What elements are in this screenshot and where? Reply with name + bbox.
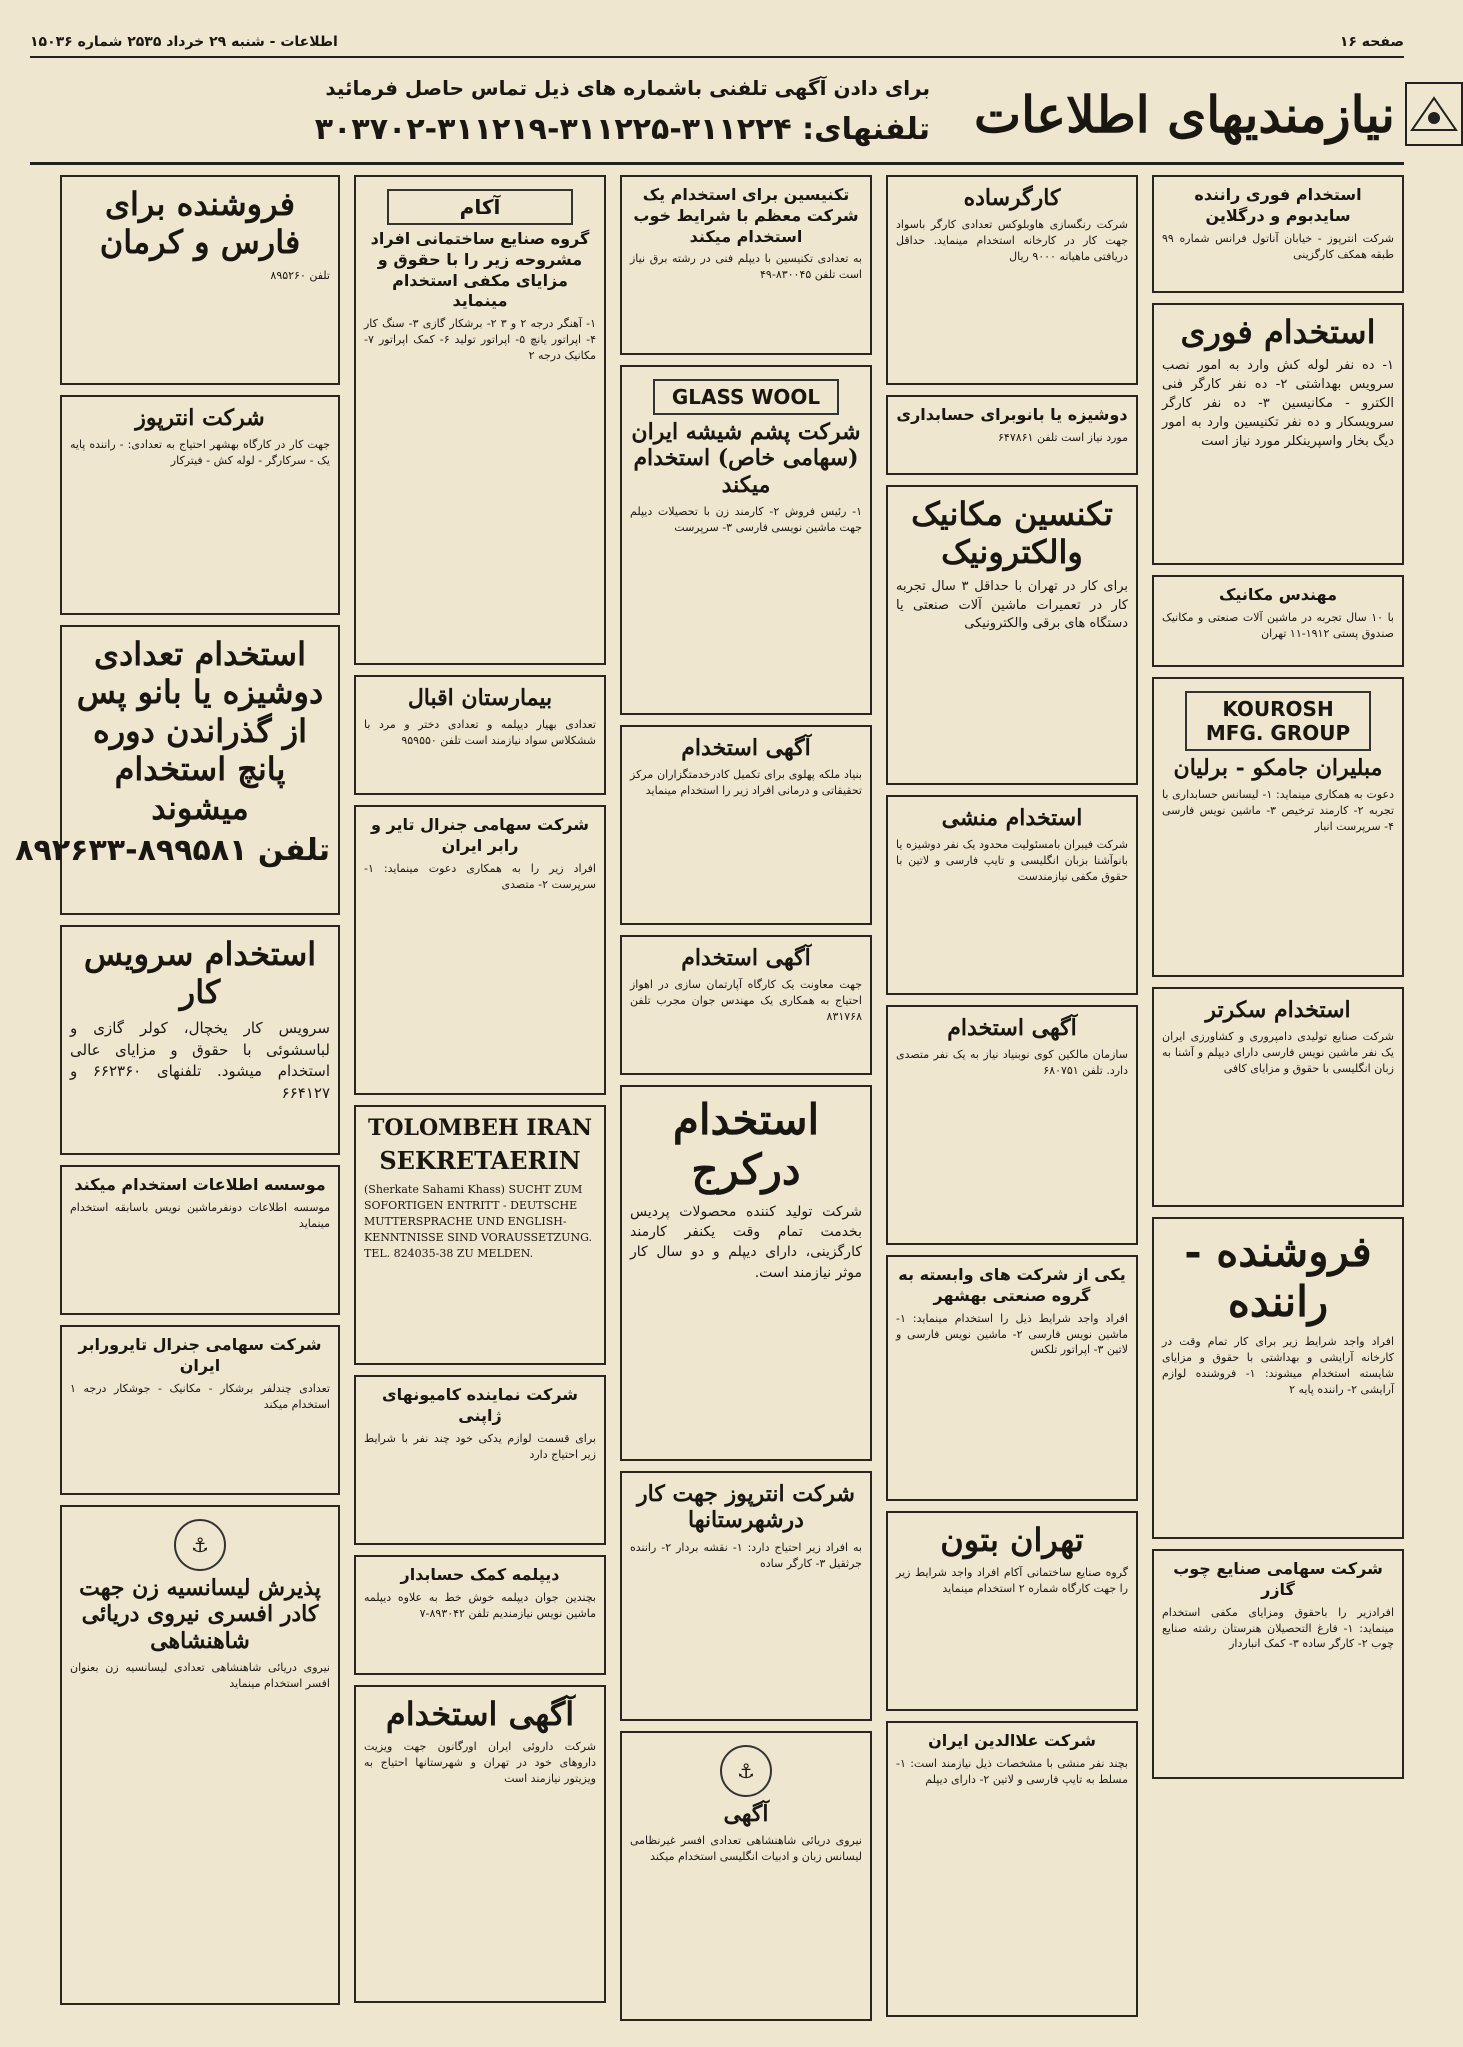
ad-body: ۱- آهنگر درجه ۲ و ۳ ۲- برشکار گازی ۳- سنگ کار ۴- اپراتور یانچ ۵- اپراتور تولید ۶- کمک اپراتور ۷- مکانیک درجه ۲	[364, 317, 596, 363]
ad-body: سازمان مالکین کوی نوبنیاد نیاز به یک نفر متصدی دارد. تلفن ۶۸۰۷۵۱	[896, 1048, 1128, 1078]
ad-body: افراد زیر را به همکاری دعوت مینماید: ۱- سرپرست ۲- متصدی	[364, 861, 596, 891]
classified-ad	[354, 1555, 606, 1675]
ad-title: آگهی استخدام	[681, 945, 811, 971]
ad-body: ۱- رئیس فروش ۲- کارمند زن با تحصیلات دیپلم جهت ماشین نویسی فارسی ۳- سرپرست	[630, 505, 862, 535]
classified-ad	[886, 1721, 1138, 2017]
brand	[974, 70, 1404, 158]
ad-body: شرکت صنایع تولیدی دامپروری و کشاورزی ایران یک نفر ماشین نویس فارسی دارای دیپلم و آشنا به زبان انگلیسی با حقوق و مزایای کافی	[1162, 1030, 1394, 1076]
classified-ad	[620, 1085, 872, 1461]
classified-ad	[620, 725, 872, 925]
ad-body: دعوت به همکاری مینماید: ۱- لیسانس حسابداری با تجربه ۲- کارمند ترخیص ۳- ماشین نویس فارسی ۴- سرپرست انبار	[1162, 788, 1395, 834]
ad-body: برای کار در تهران با حداقل ۳ سال تجربه کار در تعمیرات ماشین آلات صنعتی یا دستگاه های برقی والکترونیکی	[896, 578, 1128, 632]
classified-ad	[886, 1005, 1138, 1245]
classified-ad	[1152, 1549, 1404, 1779]
classified-ad	[620, 175, 872, 355]
column-4	[354, 175, 606, 2027]
ad-body: افرادزیر را باحقوق ومزایای مکفی استخدام مینماید: ۱- فارغ التحصیلان هنرستان رشته صنایع چوب ۲- کارگر ساده ۳- کمک انباردار	[1162, 1605, 1395, 1651]
classifieds-header	[30, 70, 1404, 165]
classified-ad	[886, 1255, 1138, 1501]
ad-body: به تعدادی تکنیسین با دیپلم فنی در رشته برق نیاز است تلفن ۸۳۰۰۴۵-۴۹	[630, 252, 862, 282]
ad-title: استخدام سرویس کار	[83, 935, 317, 1012]
ad-body: بنیاد ملکه پهلوی برای تکمیل کادرخدمتگزاران مرکز تحقیقاتی و درمانی افراد زیر را استخدام مینماید	[630, 768, 862, 798]
ad-body: شرکت انترپوز - خیابان آناتول فرانس شماره ۹۹ طبقه همکف کارگزینی	[1162, 231, 1394, 261]
ad-title: آگهی استخدام	[385, 1695, 575, 1733]
classified-ad	[60, 1165, 340, 1315]
ad-body: نیروی دریائی شاهنشاهی تعدادی لیسانسیه زن بعنوان افسر استخدام مینماید	[70, 1661, 330, 1691]
ad-title: تکنسین مکانیک والکترونیک	[911, 495, 1113, 572]
page-topbar	[30, 28, 1404, 58]
classified-ad	[886, 795, 1138, 995]
ad-title: گروه صنایع ساختمانی افراد مشروحه زیر را با حقوق و مزایای مکفی استخدام مینماید	[370, 229, 590, 311]
column-1	[1152, 175, 1404, 2027]
classified-ad	[60, 395, 340, 615]
ad-title: استخدام تعدادی دوشیزه یا بانو پس از گذراندن دوره پانچ استخدام میشوند	[76, 635, 324, 827]
classified-ad	[60, 925, 340, 1155]
ad-title: شرکت سهامی جنرال تایر و رابر ایران	[371, 815, 589, 855]
ad-body: سرویس کار یخچال، کولر گازی و لباسشوئی با حقوق و مزایای عالی استخدام میشود. تلفنهای ۶۶۲۳۶۰ و ۶۶۴۱۲۷	[70, 1018, 330, 1103]
classified-ad	[620, 1731, 872, 2021]
ad-body: گروه صنایع ساختمانی آکام افراد واجد شرایط زیر را جهت کارگاه شماره ۲ استخدام مینماید	[896, 1566, 1128, 1596]
ad-body: افراد واجد شرایط زیر برای کار تمام وقت در کارخانه آرایشی و بهداشتی با حقوق و مزایای شایسته استخدام میشوند: ۱- فروشنده لوازم آرایشی ۲- راننده پایه ۲	[1162, 1334, 1394, 1396]
classified-ad	[1152, 677, 1404, 977]
classified-ad	[886, 395, 1138, 475]
classified-ad	[1152, 175, 1404, 293]
ad-title: شرکت انترپوز جهت کار درشهرستانها	[637, 1481, 855, 1534]
brand-logo-icon	[1405, 82, 1463, 146]
column-3	[620, 175, 872, 2027]
classified-ad	[354, 805, 606, 1095]
ad-title: کارگرساده	[963, 185, 1061, 211]
column-5	[15, 175, 340, 2027]
ad-body: مورد نیاز است تلفن ۶۴۷۸۶۱	[998, 430, 1128, 444]
issue-info: اطلاعات - شنبه ۲۹ خرداد ۲۵۳۵ شماره ۱۵۰۳۶	[30, 34, 338, 50]
ad-title: TOLOMBEH IRAN	[367, 1115, 593, 1141]
classified-ad	[354, 1685, 606, 2003]
ad-title: موسسه اطلاعات استخدام میکند	[74, 1175, 326, 1194]
classified-ad	[60, 1325, 340, 1495]
ad-body: شرکت داروئی ایران اورگانون جهت ویزیت داروهای خود در تهران و شهرستانها احتیاج به ویزیتور نیازمند است	[364, 1740, 596, 1786]
ad-title: آگهی استخدام	[947, 1015, 1077, 1041]
classified-ad	[15, 625, 340, 915]
ad-title: مهندس مکانیک	[1218, 585, 1338, 604]
contact-phones: تلفنهای: ۳۱۱۲۲۴-۳۱۱۲۲۵-۳۱۱۲۱۹-۳۰۳۷۰۲	[314, 112, 930, 147]
ad-body: برای قسمت لوازم یدکی خود چند نفر با شرایط زیر احتیاج دارد	[364, 1431, 596, 1461]
classified-ad	[354, 1375, 606, 1545]
brand-title: نیازمندیهای اطلاعات	[974, 84, 1395, 144]
contact-block	[30, 70, 930, 158]
ad-body: شرکت فیبران بامسئولیت محدود یک نفر دوشیزه یا بانوآشنا بزبان انگلیسی و تایپ فارسی و لاتین با حقوق مکفی نیازمندست	[896, 838, 1128, 884]
ad-body: شرکت رنگسازی هاوبلوکس تعدادی کارگر باسواد جهت کار در کارخانه استخدام مینماید. حداقل دریافتی ماهیانه ۹۰۰۰ ریال	[896, 218, 1128, 264]
ad-title: شرکت سهامی صنایع چوب گازر	[1173, 1559, 1383, 1599]
ad-title: پذیرش لیسانسیه زن جهت کادر افسری نیروی دریائی شاهنشاهی	[79, 1575, 321, 1654]
ad-title: شرکت پشم شیشه ایران (سهامی خاص) استخدام میکند	[631, 419, 861, 498]
ad-title: استخدام سکرتر	[1205, 997, 1351, 1023]
ad-subtitle: SEKRETAERIN	[379, 1146, 581, 1176]
classified-ad	[354, 675, 606, 795]
ad-title: شرکت انترپوز	[135, 405, 265, 431]
ad-body: تعدادی بهیار دیپلمه و تعدادی دختر و مرد با ششکلاس سواد نیازمند است تلفن ۹۵۹۵۵۰	[364, 718, 596, 748]
ad-title: شرکت علاالدین ایران	[928, 1731, 1096, 1750]
ad-body: به افراد زیر احتیاج دارد: ۱- نقشه بردار ۲- راننده جرثقیل ۳- کارگر ساده	[630, 1540, 862, 1570]
column-2	[886, 175, 1138, 2027]
ad-title: مبلیران جامکو - برلیان	[1173, 755, 1383, 781]
ad-title: شرکت سهامی جنرال تایرورابر ایران	[78, 1335, 322, 1375]
classified-ad	[886, 485, 1138, 785]
ad-body: شرکت تولید کننده محصولات پردیس بخدمت تمام وقت یکنفر کارمند کارگزینی، دارای دیپلم و دو سال کار موثر نیازمند است.	[630, 1203, 862, 1281]
page-number: صفحه ۱۶	[1339, 34, 1404, 50]
ad-title: دیپلمه کمک حسابدار	[400, 1565, 560, 1584]
ad-body: بچندین جوان دیپلمه خوش خط به علاوه دیپلمه ماشین نویس نیازمندیم تلفن ۸۹۳۰۴۲-۷	[364, 1590, 596, 1620]
classified-ad	[60, 1505, 340, 2005]
ad-body: جهت کار در کارگاه بهشهر احتیاج به تعدادی: - راننده پایه یک - سرکارگر - لوله کش - فیترکار	[70, 438, 330, 468]
ad-logo: GLASS WOOL	[653, 379, 839, 415]
classified-ad	[1152, 987, 1404, 1207]
navy-emblem-icon: ⚓	[174, 1519, 226, 1571]
ad-title: بیمارستان اقبال	[407, 685, 553, 711]
ad-title: آگهی	[723, 1801, 769, 1827]
ad-title: تکنیسین برای استخدام یک شرکت معظم با شرایط خوب استخدام میکند	[633, 185, 859, 246]
classified-ad	[886, 175, 1138, 385]
ad-body: افراد واجد شرایط ذیل را استخدام مینماید: ۱- ماشین نویس فارسی ۲- ماشین نویس فارسی و لاتین ۳- اپراتور تلکس	[896, 1311, 1129, 1357]
classified-ad	[1152, 303, 1404, 565]
classified-ad	[620, 365, 872, 715]
ad-title: تهران بتون	[940, 1521, 1084, 1559]
classified-ad	[620, 1471, 872, 1721]
ad-title: شرکت نماینده کامیونهای ژاپنی	[381, 1385, 579, 1425]
ad-logo: KOUROSH MFG. GROUP	[1185, 691, 1371, 751]
ad-body: با ۱۰ سال تجربه در ماشین آلات صنعتی و مکانیک صندوق پستی ۱۹۱۲-۱۱ تهران	[1162, 610, 1394, 640]
ad-title: استخدام فوری راننده سایدبوم و درگلاین	[1194, 185, 1362, 225]
ad-body: تعدادی چندلفر برشکار - مکانیک - جوشکار درجه ۱ استخدام میکند	[70, 1381, 330, 1411]
ad-logo: آکام	[387, 189, 573, 225]
ad-title: دوشیزه یا بانوبرای حسابداری	[896, 405, 1128, 424]
navy-emblem-icon: ⚓	[720, 1745, 772, 1797]
classified-ad	[620, 935, 872, 1075]
classified-ad	[886, 1511, 1138, 1711]
classified-ad	[1152, 1217, 1404, 1539]
ad-body: نیروی دریائی شاهنشاهی تعدادی افسر غیرنظامی لیسانس زبان و ادبیات انگلیسی استخدام میکند	[630, 1834, 862, 1864]
ad-title: فروشنده برای فارس و کرمان	[99, 185, 301, 262]
ad-body: ۱- ده نفر لوله کش وارد به امور نصب سرویس بهداشتی ۲- ده نفر کارگر فنی الکترو - مکانیسین ۳- ده نفر کارگر سرویسکار و ده نفر تکنیسین وارد به امور دیگ بخار واسپرینکلر مورد نیاز است	[1162, 358, 1394, 449]
classified-ad	[354, 1105, 606, 1365]
ad-title: استخدام فوری	[1180, 313, 1376, 351]
ad-title: یکی از شرکت های وابسته به گروه صنعتی بهشهر	[898, 1265, 1126, 1305]
classified-ad	[1152, 575, 1404, 667]
ad-title: استخدام منشی	[941, 805, 1083, 831]
ad-title: آگهی استخدام	[681, 735, 811, 761]
ad-phone: تلفن ۸۹۹۵۸۱-۸۹۲۶۳۳	[15, 832, 330, 868]
ad-body: جهت معاونت یک کارگاه آپارتمان سازی در اهواز احتیاج به همکاری یک مهندس جوان مجرب تلفن ۸۳۱۷۶۸	[630, 978, 862, 1024]
ad-body: تلفن ۸۹۵۲۶۰	[270, 268, 330, 282]
classified-ad	[60, 175, 340, 385]
ad-body: (Sherkate Sahami Khass) SUCHT ZUM SOFORTIGEN ENTRITT - DEUTSCHE MUTTERSPRACHE UND ENGLISH-KENNTNISSE SIND VORAUSSETZUNG. TEL. 824035-38 ZU MELDEN.	[364, 1183, 592, 1260]
ad-title: فروشنده - راننده	[1184, 1227, 1372, 1327]
contact-call-to-action: برای دادن آگهی تلفنی باشماره های ذیل تماس حاصل فرمائید	[325, 76, 930, 100]
ad-body: بچند نفر منشی با مشخصات ذیل نیازمند است: ۱- مسلط به تایپ فارسی و لاتین ۲- دارای دیپلم	[896, 1756, 1128, 1786]
classified-ad	[354, 175, 606, 665]
ad-body: موسسه اطلاعات دونفرماشین نویس باسابقه استخدام مینماید	[70, 1200, 330, 1230]
ad-title: استخدام درکرج	[672, 1095, 820, 1195]
